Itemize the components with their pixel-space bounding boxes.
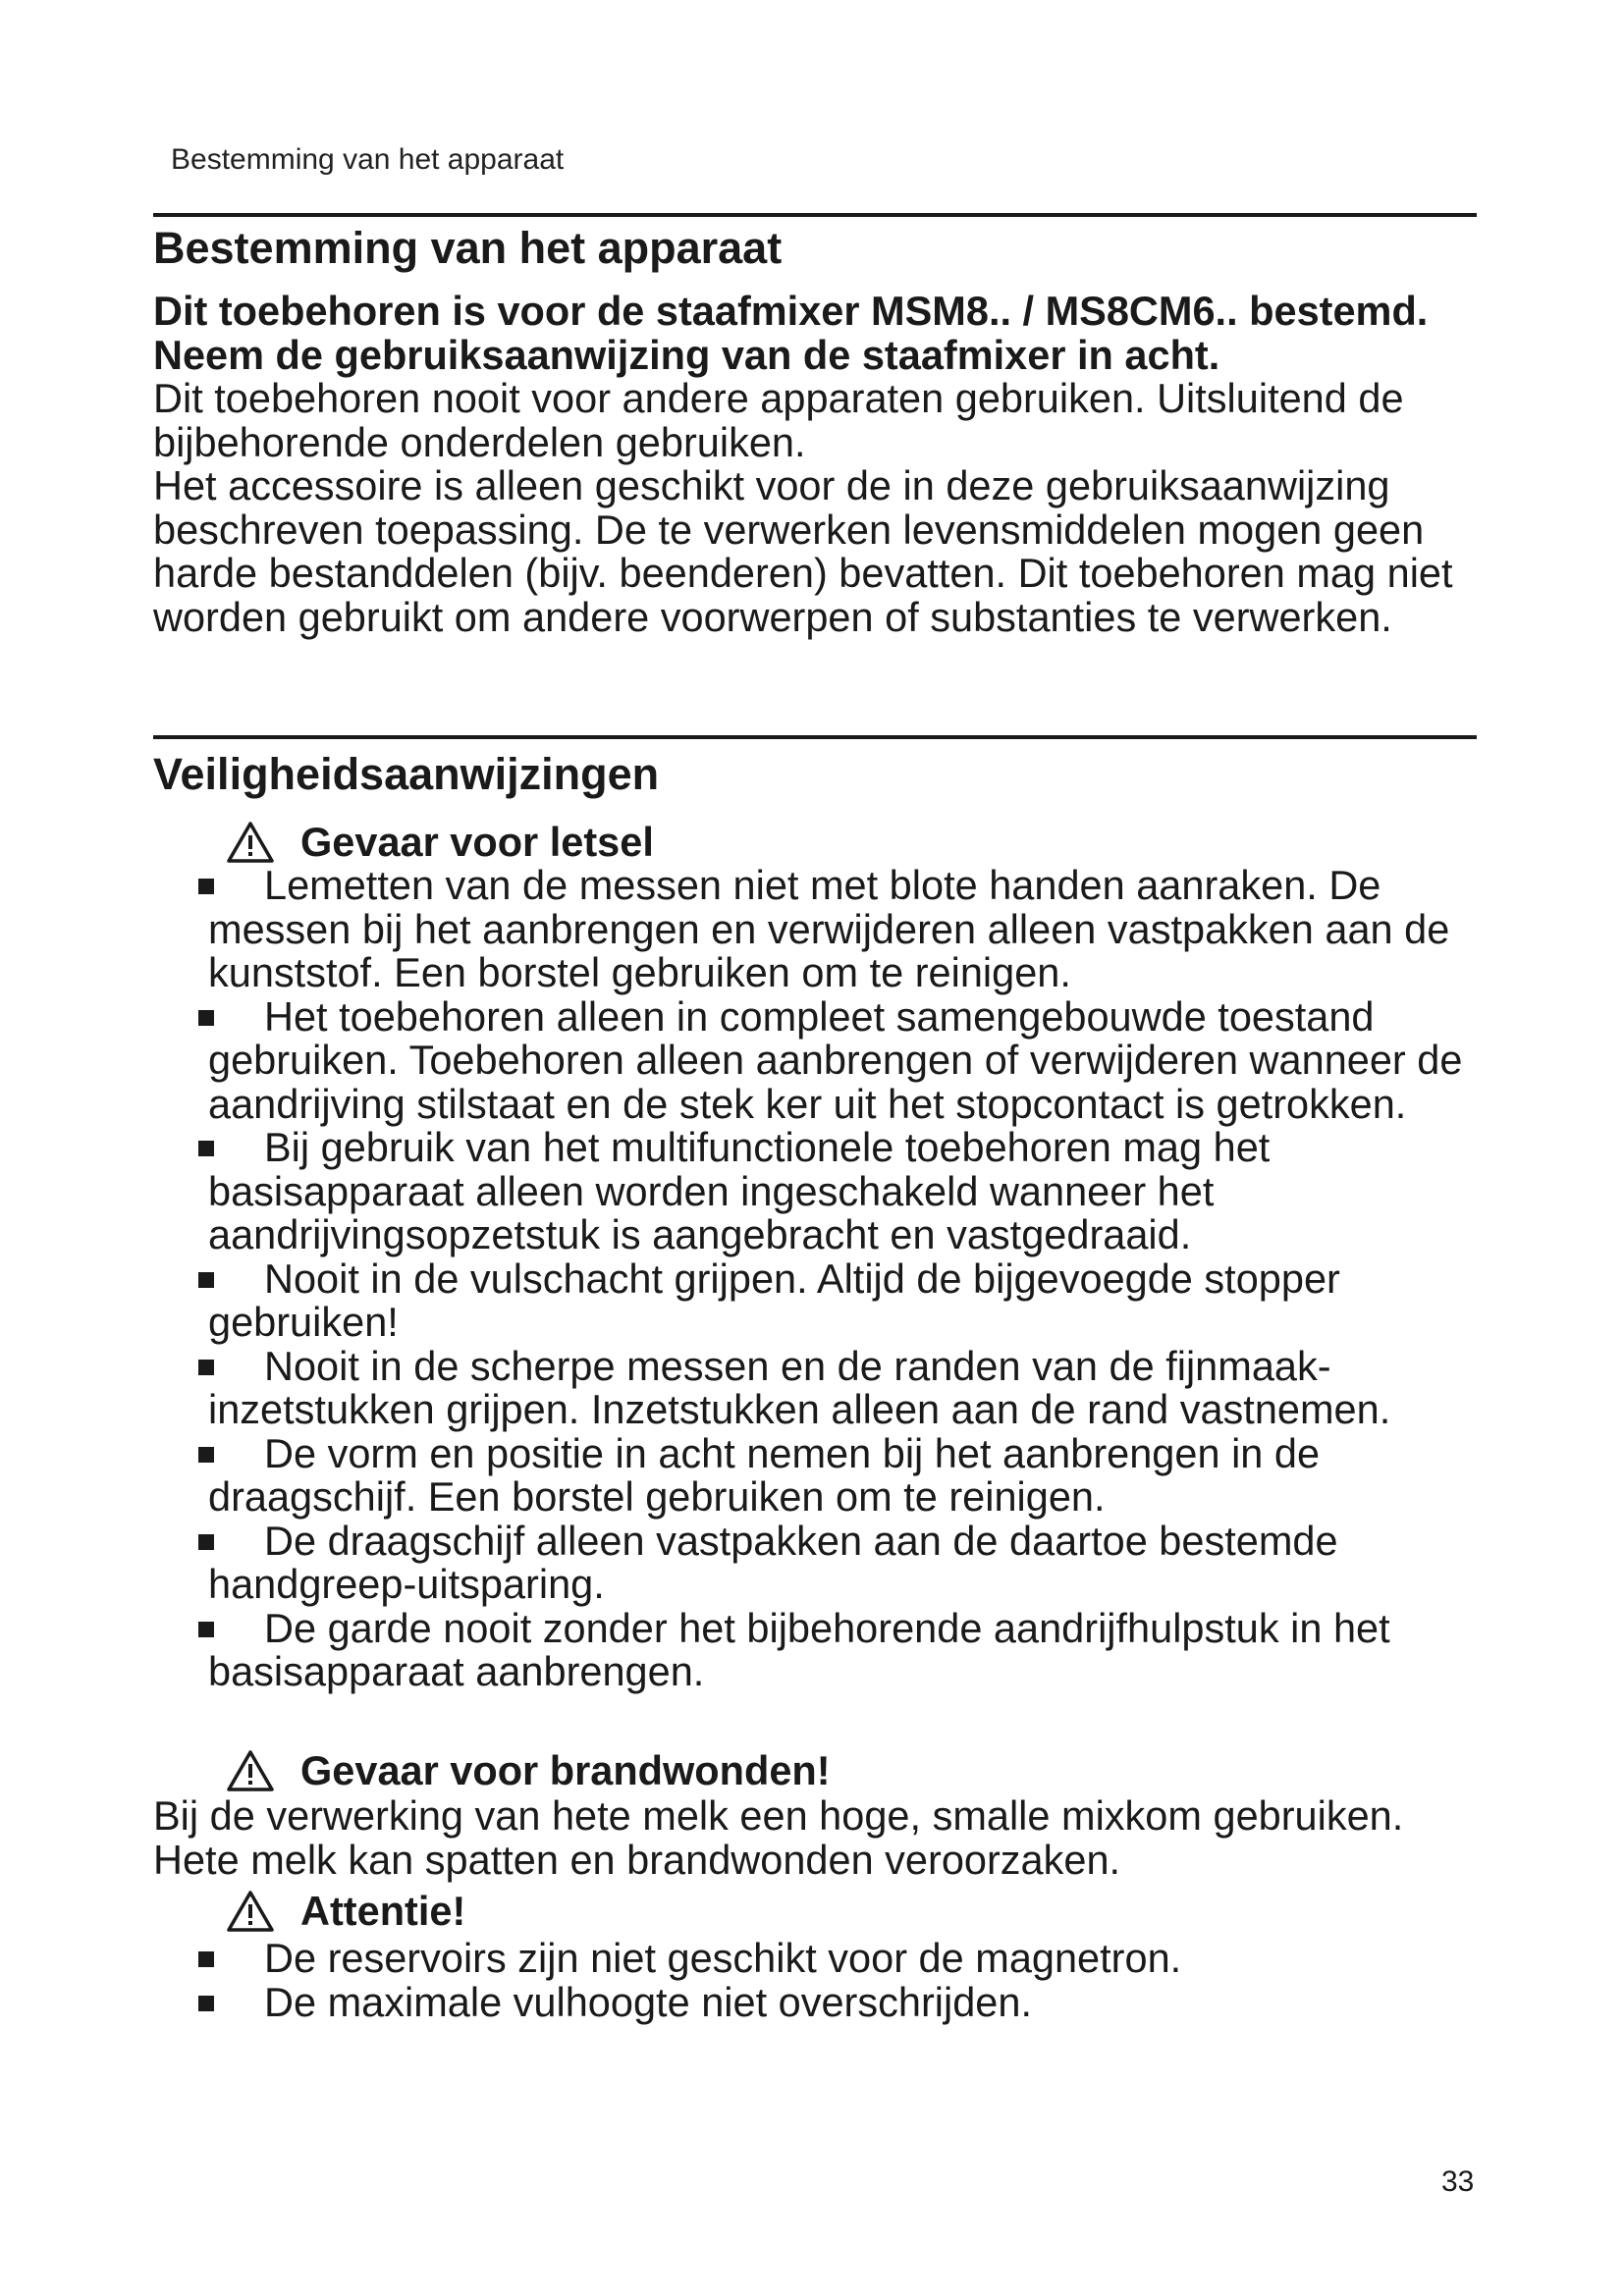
list-item [208, 864, 1494, 995]
list-item-text: Nooit in de scherpe messen en de randen van de fijnmaak-inzetstukken grijpen. Inzetstukken alleen aan de rand vastnemen. [208, 1342, 1391, 1432]
body-paragraph: Het accessoire is alleen geschikt voor de in deze gebruiksaanwijzing beschreven toepassing. De te verwerken levensmiddelen mogen geen harde bestanddelen (bijv. beenderen) bevatten. Dit toebehoren mag niet worden gebruikt om andere voorwerpen of substanties te verwerken. [153, 462, 1453, 640]
section-title-veiligheid: Veiligheidsaanwijzingen [153, 749, 660, 799]
list-item [208, 1126, 1494, 1257]
section-divider [153, 735, 1477, 739]
warning-heading-letsel [226, 821, 654, 864]
list-item-text: De maximale vulhoogte niet overschrijden. [264, 1978, 1032, 2025]
list-item [208, 992, 1494, 1127]
bullet-square-icon [198, 1447, 214, 1463]
bullet-square-icon [198, 1010, 214, 1026]
lead-paragraph: Dit toebehoren is voor de staafmixer MSM8.. / MS8CM6.. bestemd. Neem de gebruiksaanwijzing van de staafmixer in acht. [153, 288, 1429, 378]
warning-title: Attentie! [300, 1888, 466, 1934]
warning-list-attentie [208, 1937, 1494, 2024]
list-item-text: De draagschijf alleen vastpakken aan de daartoe bestemde handgreep-uitsparing. [208, 1517, 1338, 1607]
list-item-text: Lemetten van de messen niet met blote handen aanraken. De messen bij het aanbrengen en verwijderen alleen vastpakken aan de kunststof. Een borstel gebruiken om te reinigen. [208, 862, 1450, 995]
section-title-bestemming: Bestemming van het apparaat [153, 223, 783, 273]
warning-triangle-icon [226, 1890, 275, 1933]
warning-title: Gevaar voor letsel [300, 819, 654, 865]
section-divider [153, 213, 1477, 217]
running-header: Bestemming van het apparaat [171, 143, 565, 176]
list-item [208, 1604, 1494, 1694]
list-item [208, 1937, 1494, 1981]
warning-title: Gevaar voor brandwonden! [300, 1747, 831, 1793]
list-item [208, 1517, 1494, 1607]
warning-heading-brandwonden [226, 1749, 831, 1792]
bullet-square-icon [198, 1534, 214, 1550]
warning-text-brandwonden: Bij de verwerking van hete melk een hoge, smalle mixkom gebruiken. Hete melk kan spatten en brandwonden veroorzaken. [153, 1792, 1404, 1883]
page-number: 33 [1441, 2165, 1475, 2198]
list-item [208, 1429, 1494, 1520]
bullet-square-icon [198, 1360, 214, 1375]
list-item-text: De reservoirs zijn niet geschikt voor de magnetron. [264, 1935, 1182, 1981]
bullet-square-icon [198, 1272, 214, 1288]
bullet-square-icon [198, 1996, 214, 2011]
bullet-square-icon [198, 879, 214, 894]
list-item [208, 1257, 1494, 1345]
list-item-text: De garde nooit zonder het bijbehorende aandrijfhulpstuk in het basisapparaat aanbrengen. [208, 1604, 1390, 1694]
bullet-square-icon [198, 1622, 214, 1637]
warning-heading-attentie [226, 1890, 465, 1933]
list-item-text: Het toebehoren alleen in compleet samengebouwde toestand gebruiken. Toebehoren alleen aanbrengen of verwijderen wanneer de aandrijving stilstaat en de stek ker uit het stopcontact is getrokken. [208, 992, 1463, 1127]
bullet-square-icon [198, 1951, 214, 1967]
body-paragraph: Dit toebehoren nooit voor andere apparaten gebruiken. Uitsluitend de bijbehorende onderdelen gebruiken. [153, 375, 1404, 465]
warning-triangle-icon [226, 821, 275, 864]
list-item-text: Nooit in de vulschacht grijpen. Altijd de bijgevoegde stopper gebruiken! [208, 1255, 1340, 1345]
section-body-bestemming [153, 290, 1489, 639]
list-item-text: Bij gebruik van het multifunctionele toebehoren mag het basisapparaat alleen worden ingeschakeld wanneer het aandrijvingsopzetstuk is aangebracht en vastgedraaid. [208, 1124, 1271, 1257]
list-item [208, 1342, 1494, 1432]
list-item-text: De vorm en positie in acht nemen bij het aanbrengen in de draagschijf. Een borstel gebruiken om te reinigen. [208, 1429, 1321, 1520]
bullet-square-icon [198, 1141, 214, 1156]
list-item [208, 1978, 1494, 2025]
warning-triangle-icon [226, 1749, 275, 1792]
warning-list-letsel [208, 864, 1494, 1694]
